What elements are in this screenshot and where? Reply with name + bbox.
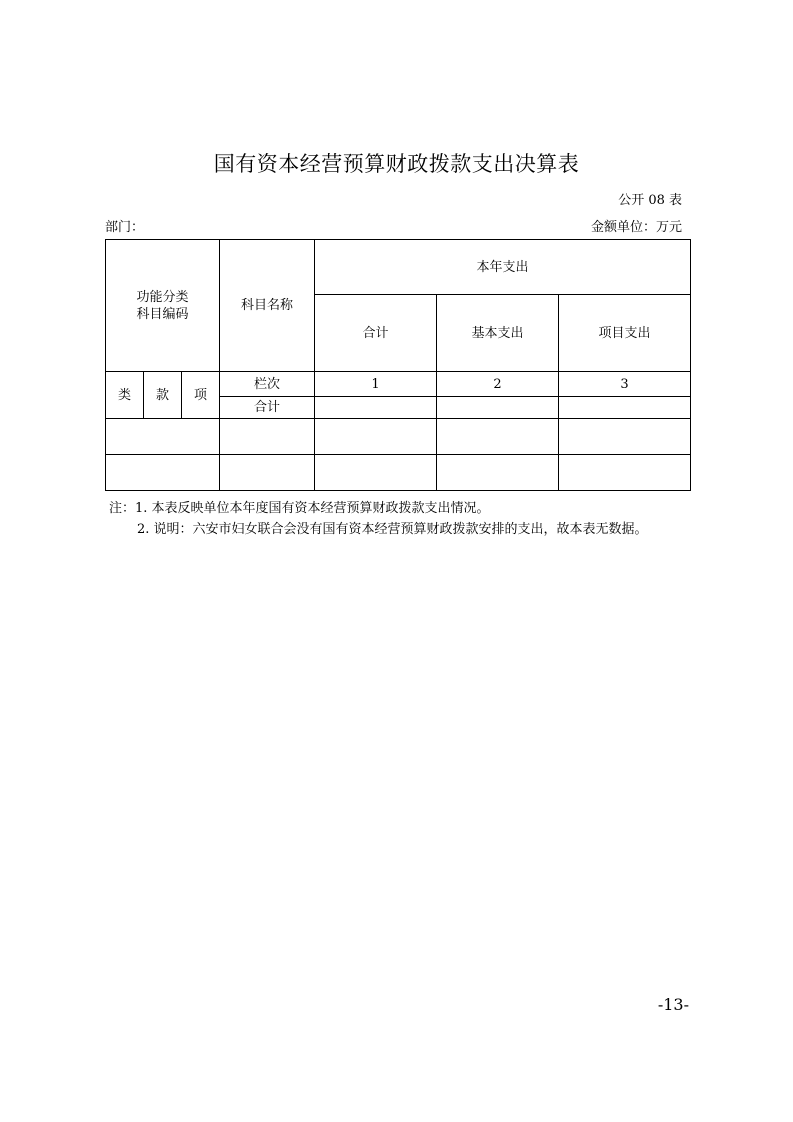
- form-code: 公开 08 表: [618, 193, 682, 208]
- lanci-label: 栏次: [220, 372, 315, 397]
- total-cell: [559, 397, 691, 419]
- row-lanci: [106, 372, 691, 397]
- notes: [109, 498, 648, 540]
- lanci-1: 1: [315, 372, 437, 397]
- header-subject-name: 科目名称: [220, 240, 315, 372]
- empty-cell: [106, 419, 220, 455]
- table-row: [106, 419, 691, 455]
- empty-cell: [315, 455, 437, 491]
- lanci-3: 3: [559, 372, 691, 397]
- total-cell: [437, 397, 559, 419]
- header-row-1: [106, 240, 691, 295]
- sub-header-xiang: 项: [182, 372, 220, 419]
- header-func-code: [106, 240, 220, 372]
- sub-header-kuan: 款: [144, 372, 182, 419]
- empty-cell: [220, 419, 315, 455]
- empty-cell: [315, 419, 437, 455]
- header-basic: 基本支出: [437, 295, 559, 372]
- header-total: 合计: [315, 295, 437, 372]
- department-label: 部门：: [105, 220, 145, 235]
- header-func-label: 功能分类: [136, 289, 189, 305]
- empty-cell: [559, 419, 691, 455]
- empty-cell: [437, 455, 559, 491]
- header-code-label: 科目编码: [136, 306, 189, 322]
- total-label: 合计: [220, 397, 315, 419]
- empty-cell: [559, 455, 691, 491]
- table-row: [106, 455, 691, 491]
- empty-cell: [106, 455, 220, 491]
- page-title: 国有资本经营预算财政拨款支出决算表: [213, 152, 580, 176]
- note-line-2: 2. 说明：六安市妇女联合会没有国有资本经营预算财政拨款安排的支出，故本表无数据。: [137, 522, 648, 537]
- total-cell: [315, 397, 437, 419]
- header-project: 项目支出: [559, 295, 691, 372]
- lanci-2: 2: [437, 372, 559, 397]
- empty-cell: [220, 455, 315, 491]
- unit-label: 金额单位：万元: [590, 220, 682, 235]
- note-line-1: 注：1. 本表反映单位本年度国有资本经营预算财政拨款支出情况。: [109, 501, 490, 516]
- header-current-year: 本年支出: [315, 240, 691, 295]
- empty-cell: [437, 419, 559, 455]
- page-number: -13-: [657, 995, 689, 1014]
- sub-header-lei: 类: [106, 372, 144, 419]
- expenditure-table: [105, 239, 691, 491]
